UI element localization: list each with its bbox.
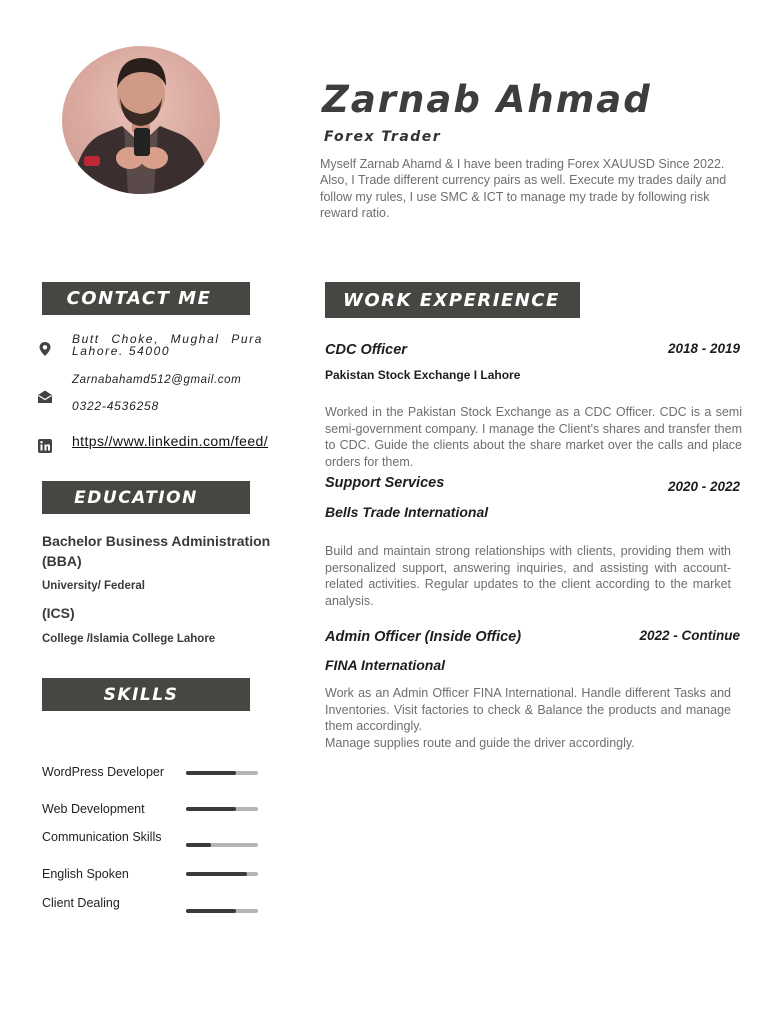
skill-label: WordPress Developer [42,765,165,779]
experience-heading [325,282,580,318]
skill-bar-fill [186,909,236,913]
job-description: Build and maintain strong relationships with clients, providing them with personalized support, answering inquiries, and assisting with account-related activities. Regular updates to the client according to the market analysis. [325,544,731,608]
job-dates: 2020 - 2022 [667,479,740,494]
education-heading-text: EDUCATION [74,487,198,508]
job-description: Worked in the Pakistan Stock Exchange as a CDC Officer. CDC is a semi semi-government company. I manage the Client's shares and transfer them to CDC. Guide the clients about the share market over the calls and place orders for them. [325,405,742,469]
job-title: Support Services [325,475,445,491]
job-company: Pakistan Stock Exchange I Lahore [325,368,521,382]
candidate-title: Forex Trader [324,129,442,145]
degree-bba: Bachelor Business Administration (BBA) [42,533,271,569]
skill-label: Communication Skills [42,830,162,844]
job-description: Work as an Admin Officer FINA International. Handle different Tasks and Inventories. Visit factories to check & Balance the products and manage them accordingly. [325,686,731,733]
skill-label: Client Dealing [42,896,120,910]
institute-college: College /Islamia College Lahore [42,633,216,645]
skill-bar-track [186,843,258,847]
contact-phone: 0322-4536258 [72,399,160,413]
experience-heading-text: WORK EXPERIENCE [343,289,560,311]
skill-bar-fill [186,872,247,876]
skill-bar-track [186,872,258,876]
candidate-name: Zarnab Ahmad [322,78,652,121]
skill-bar-track [186,807,258,811]
contact-address: Butt Choke, Mughal Pura Lahore. 54000 [72,332,263,358]
job-title: Admin Officer (Inside Office) [325,629,522,645]
contact-heading [42,282,250,315]
skills-heading-text: SKILLS [103,684,179,705]
profile-summary: Myself Zarnab Ahamd & I have been trading Forex XAUUSD Since 2022. Also, I Trade different currency pairs as well. Execute my trades daily and follow my rules, I use SMC & ICT to manage my trade by following risk reward ratio. [320,157,727,221]
profile-photo [62,46,220,194]
job-dates: 2022 - Continue [639,628,740,643]
degree-ics: (ICS) [42,605,75,621]
skill-bar-track [186,909,258,913]
education-heading [42,481,250,514]
institute-university: University/ Federal [42,580,145,592]
location-pin-icon [37,341,53,362]
job-description-extra: Manage supplies route and guide the driver accordingly. [325,736,635,750]
person-silhouette [62,46,220,194]
skill-bar-fill [186,843,211,847]
envelope-icon [37,389,53,410]
skill-bar-track [186,771,258,775]
contact-heading-text: CONTACT ME [66,288,212,309]
job-title: CDC Officer [325,342,407,358]
skills-heading [42,678,250,711]
contact-email[interactable]: Zarnabahamd512@gmail.com [72,374,242,386]
skill-bar-fill [186,807,236,811]
job-company: Bells Trade International [325,504,489,520]
skill-label: English Spoken [42,867,129,881]
linkedin-icon [37,438,53,459]
job-company: FINA International [325,657,446,673]
linkedin-link[interactable]: https//www.linkedin.com/feed/ [72,433,269,449]
job-dates: 2018 - 2019 [667,341,740,356]
skill-label: Web Development [42,802,145,816]
skill-bar-fill [186,771,236,775]
